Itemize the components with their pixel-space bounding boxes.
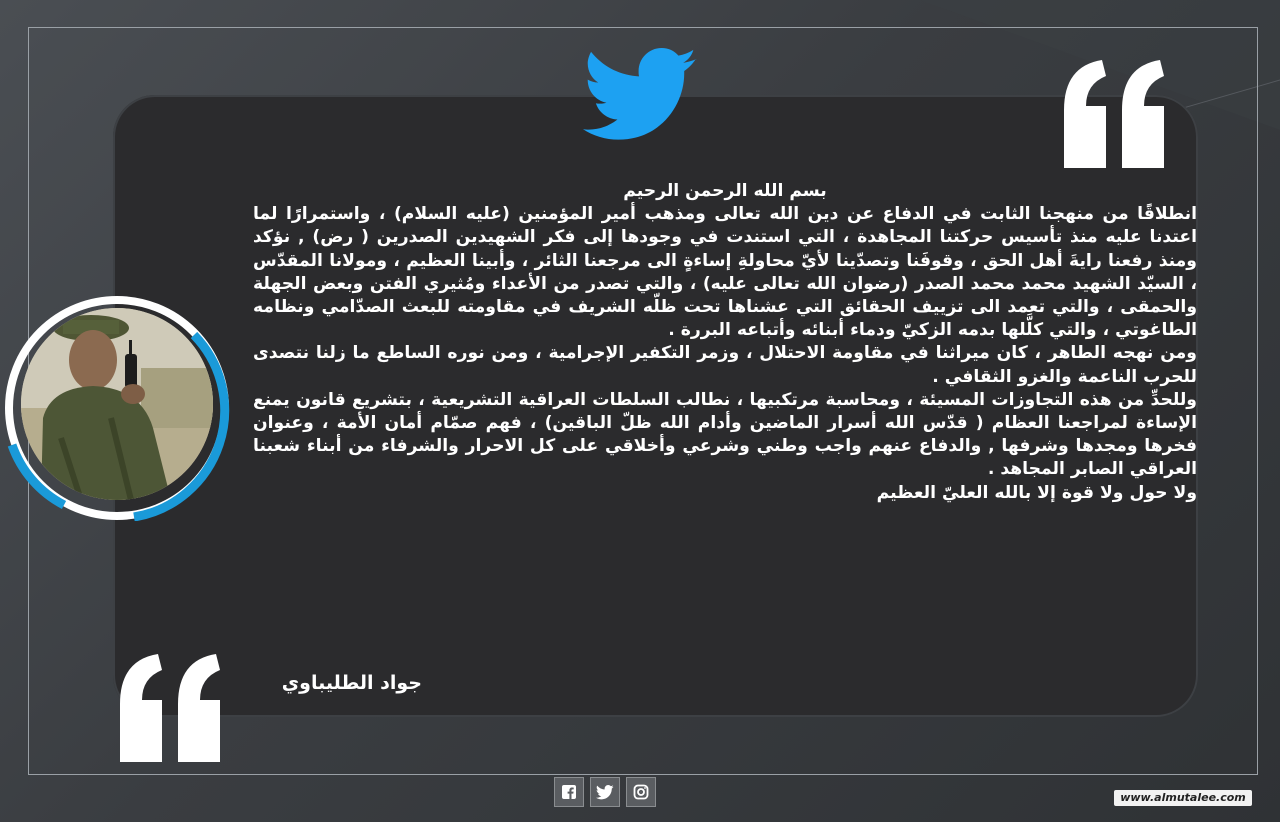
website-url[interactable]: www.almutalee.com	[1114, 790, 1252, 806]
statement-paragraph: انطلاقًا من منهجنا الثابت في الدفاع عن دين الله تعالى ومذهب أمير المؤمنين (عليه السلام) ، واستمرارًا لما اعتدنا عليه منذ تأسيس حركتنا المجاهدة ، التي استندت في وجودها إلى فكر الشهيدين الصدرين ( رض) , نؤكد ومنذ رفعنا رايةَ أهل الحق ، وقوفَنا وتصدّينا لأيّ محاولةِ إساءةٍ الى مرجعنا الثائر ، وأبينا العظيم ، ومولانا المقدّس ، السيّد الشهيد محمد محمد الصدر (رضوان الله تعالى عليه) ، والتي تصدر من الأعداء ومُثيري الفتن وبعض الجهلة والحمقى ، والتي تعمد الى تزييف الحقائق التي عشناها تحت ظلّه الشريف في مقاومته للبعث الصدّامي ونظامه الطاغوتي ، والتي كلَّلها بدمه الزكيّ ودماء أبنائه وأتباعه البررة .	[253, 204, 1197, 341]
statement-paragraph: وللحدِّ من هذه التجاوزات المسيئة ، ومحاسبة مرتكبيها ، نطالب السلطات العراقية التشريعية ، بتشريع قانون يمنع الإساءة لمراجعنا العظام ( قدّس الله أسرار الماضين وأدام الله ظلّ الباقين) ، فهم صمّام أمان الأمة ، وعنوان فخرها ومجدها وشرفها , والدفاع عنهم واجب وطني وشرعي وأخلاقي على كل الاحرار والشرفاء من أبناء شعبنا العراقي الصابر المجاهد .	[253, 389, 1197, 480]
soldier-portrait	[21, 308, 213, 500]
facebook-icon	[561, 784, 577, 800]
facebook-link[interactable]	[554, 777, 584, 807]
statement-paragraph: ولا حول ولا قوة إلا بالله العليّ العظيم	[876, 482, 1197, 503]
twitter-icon	[596, 785, 614, 800]
instagram-link[interactable]	[626, 777, 656, 807]
social-links	[554, 777, 656, 809]
basmala: بسم الله الرحمن الرحيم	[623, 181, 827, 201]
statement-text	[253, 180, 1197, 505]
quote-mark-icon	[114, 652, 226, 762]
instagram-icon	[633, 784, 649, 800]
quote-mark-icon	[1058, 58, 1170, 168]
author-name: جواد الطليباوي	[281, 672, 422, 694]
statement-paragraph: ومن نهجه الطاهر ، كان ميراثنا في مقاومة الاحتلال ، وزمر التكفير الإجرامية ، ومن نوره الساطع ما زلنا نتصدى للحرب الناعمة والغزو الثقافي .	[253, 343, 1197, 387]
author-photo	[4, 295, 230, 521]
twitter-bird-icon	[582, 48, 700, 144]
twitter-link[interactable]	[590, 777, 620, 807]
